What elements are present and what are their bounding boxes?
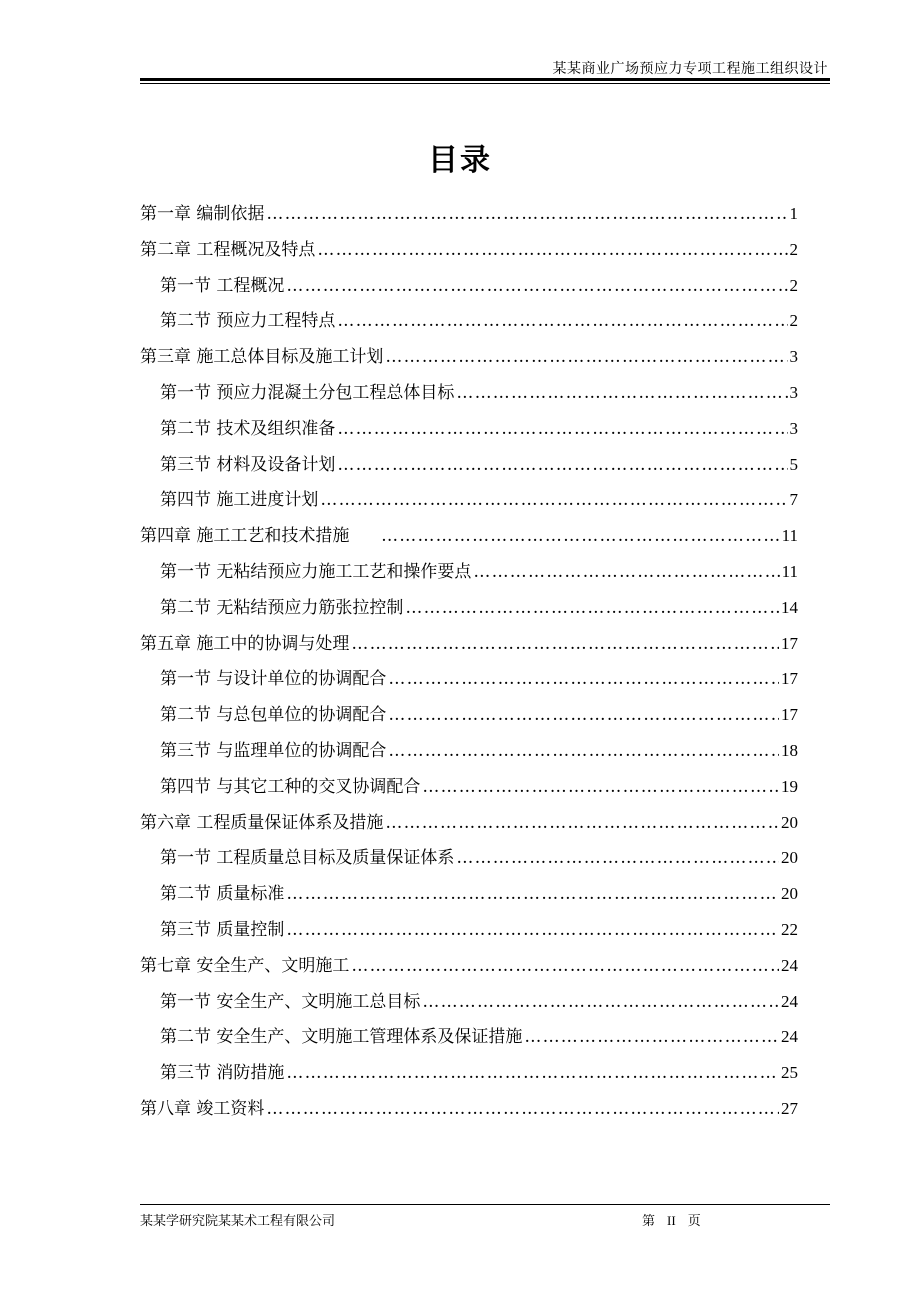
toc-entry-label: 第八章 竣工资料 bbox=[140, 1098, 265, 1119]
toc-entry-page: 20 bbox=[781, 848, 798, 868]
toc-section-entry[interactable] bbox=[140, 697, 798, 733]
toc-entry-page: 5 bbox=[789, 454, 798, 474]
toc-entry-page: 3 bbox=[789, 347, 798, 367]
table-of-contents bbox=[140, 196, 798, 1127]
toc-section-entry[interactable] bbox=[140, 447, 798, 483]
toc-entry-page: 17 bbox=[781, 669, 798, 689]
toc-entry-label: 第一节 安全生产、文明施工总目标 bbox=[160, 991, 421, 1012]
toc-entry-label: 第二节 无粘结预应力筋张拉控制 bbox=[160, 597, 404, 618]
toc-dot-leader bbox=[286, 1056, 779, 1092]
toc-entry-page: 11 bbox=[781, 526, 798, 546]
toc-chapter-entry[interactable] bbox=[140, 339, 798, 375]
toc-entry-page: 19 bbox=[781, 776, 798, 796]
toc-dot-leader bbox=[320, 483, 787, 519]
toc-section-entry[interactable] bbox=[140, 984, 798, 1020]
toc-chapter-entry[interactable] bbox=[140, 1091, 798, 1127]
toc-dot-leader bbox=[385, 340, 787, 376]
toc-dot-leader bbox=[351, 949, 779, 985]
toc-dot-leader bbox=[337, 412, 787, 448]
toc-dot-leader bbox=[405, 591, 779, 627]
toc-dot-leader bbox=[351, 627, 779, 663]
footer-page-prefix: 第 bbox=[642, 1213, 656, 1228]
toc-dot-leader bbox=[388, 698, 779, 734]
toc-entry-label: 第三节 材料及设备计划 bbox=[160, 454, 336, 475]
toc-entry-label: 第四章 施工工艺和技术措施 bbox=[140, 526, 350, 547]
toc-dot-leader bbox=[422, 770, 779, 806]
toc-entry-page: 18 bbox=[781, 740, 798, 760]
toc-chapter-entry[interactable] bbox=[140, 518, 798, 554]
footer-company: 某某学研究院某某术工程有限公司 bbox=[140, 1214, 336, 1229]
toc-section-entry[interactable] bbox=[140, 661, 798, 697]
toc-entry-page: 24 bbox=[781, 991, 798, 1011]
toc-entry-label: 第三节 质量控制 bbox=[160, 919, 285, 940]
toc-title: 目录 bbox=[428, 143, 492, 178]
toc-entry-page: 22 bbox=[781, 919, 798, 939]
toc-entry-label: 第二节 质量标准 bbox=[160, 884, 285, 905]
toc-entry-page: 7 bbox=[789, 490, 798, 510]
footer-page-number bbox=[636, 1210, 707, 1229]
toc-section-entry[interactable] bbox=[140, 554, 798, 590]
toc-entry-page: 24 bbox=[781, 955, 798, 975]
toc-chapter-entry[interactable] bbox=[140, 626, 798, 662]
toc-dot-leader bbox=[456, 376, 787, 412]
toc-section-entry[interactable] bbox=[140, 876, 798, 912]
toc-entry-label: 第三节 与监理单位的协调配合 bbox=[160, 740, 387, 761]
toc-section-entry[interactable] bbox=[140, 268, 798, 304]
toc-section-entry[interactable] bbox=[140, 912, 798, 948]
toc-entry-label: 第四节 施工进度计划 bbox=[160, 490, 319, 511]
toc-section-entry[interactable] bbox=[140, 1019, 798, 1055]
toc-section-entry[interactable] bbox=[140, 1055, 798, 1091]
toc-chapter-entry[interactable] bbox=[140, 232, 798, 268]
toc-entry-label: 第一节 工程质量总目标及质量保证体系 bbox=[160, 848, 455, 869]
toc-chapter-entry[interactable] bbox=[140, 196, 798, 232]
toc-section-entry[interactable] bbox=[140, 733, 798, 769]
toc-entry-page: 2 bbox=[789, 275, 798, 295]
toc-section-entry[interactable] bbox=[140, 840, 798, 876]
toc-section-entry[interactable] bbox=[140, 411, 798, 447]
header-rule-thin bbox=[140, 83, 830, 84]
toc-dot-leader bbox=[337, 304, 787, 340]
toc-dot-leader bbox=[456, 841, 779, 877]
toc-entry-label: 第七章 安全生产、文明施工 bbox=[140, 955, 350, 976]
toc-entry-page: 11 bbox=[781, 561, 798, 581]
toc-dot-leader bbox=[381, 519, 780, 555]
toc-entry-label: 第一节 与设计单位的协调配合 bbox=[160, 669, 387, 690]
toc-entry-label: 第五章 施工中的协调与处理 bbox=[140, 633, 350, 654]
toc-entry-label: 第二节 与总包单位的协调配合 bbox=[160, 705, 387, 726]
toc-entry-page: 20 bbox=[781, 812, 798, 832]
toc-dot-leader bbox=[266, 197, 787, 233]
toc-entry-page: 3 bbox=[789, 418, 798, 438]
footer-rule bbox=[140, 1204, 830, 1205]
toc-dot-leader bbox=[473, 555, 779, 591]
toc-dot-leader bbox=[317, 233, 787, 269]
toc-entry-label: 第一节 无粘结预应力施工工艺和操作要点 bbox=[160, 561, 472, 582]
toc-entry-label: 第六章 工程质量保证体系及措施 bbox=[140, 812, 384, 833]
toc-dot-leader bbox=[266, 1092, 779, 1128]
toc-entry-label: 第三章 施工总体目标及施工计划 bbox=[140, 347, 384, 368]
toc-dot-leader bbox=[422, 985, 779, 1021]
toc-entry-label: 第一章 编制依据 bbox=[140, 204, 265, 224]
toc-section-entry[interactable] bbox=[140, 375, 798, 411]
toc-entry-page: 2 bbox=[789, 311, 798, 331]
toc-entry-label: 第二节 安全生产、文明施工管理体系及保证措施 bbox=[160, 1027, 523, 1048]
footer-page-suffix: 页 bbox=[687, 1213, 701, 1228]
toc-chapter-entry[interactable] bbox=[140, 948, 798, 984]
toc-dot-leader bbox=[388, 734, 779, 770]
running-header-title: 某某商业广场预应力专项工程施工组织设计 bbox=[552, 61, 828, 77]
toc-chapter-entry[interactable] bbox=[140, 805, 798, 841]
toc-entry-page: 17 bbox=[781, 633, 798, 653]
toc-entry-label: 第三节 消防措施 bbox=[160, 1063, 285, 1084]
toc-entry-label: 第一节 预应力混凝土分包工程总体目标 bbox=[160, 382, 455, 403]
toc-entry-page: 24 bbox=[781, 1027, 798, 1047]
toc-section-entry[interactable] bbox=[140, 590, 798, 626]
toc-dot-leader bbox=[337, 448, 787, 484]
toc-entry-page: 2 bbox=[789, 239, 798, 259]
toc-entry-label: 第二节 预应力工程特点 bbox=[160, 311, 336, 332]
toc-entry-label: 第四节 与其它工种的交叉协调配合 bbox=[160, 776, 421, 797]
toc-entry-page: 20 bbox=[781, 884, 798, 904]
toc-section-entry[interactable] bbox=[140, 303, 798, 339]
toc-entry-page: 25 bbox=[781, 1063, 798, 1083]
toc-dot-leader bbox=[388, 662, 779, 698]
toc-entry-page: 3 bbox=[789, 382, 798, 402]
footer-page-value: II bbox=[667, 1213, 676, 1228]
toc-dot-leader bbox=[385, 806, 779, 842]
header-rule-thick bbox=[140, 78, 830, 81]
toc-section-entry[interactable] bbox=[140, 482, 798, 518]
toc-entry-page: 17 bbox=[781, 705, 798, 725]
toc-entry-label: 第二章 工程概况及特点 bbox=[140, 239, 316, 260]
toc-dot-leader bbox=[286, 269, 787, 305]
toc-entry-page: 27 bbox=[781, 1098, 798, 1118]
toc-entry-label: 第一节 工程概况 bbox=[160, 275, 285, 296]
toc-entry-page: 14 bbox=[781, 597, 798, 617]
toc-entry-label: 第二节 技术及组织准备 bbox=[160, 418, 336, 439]
toc-dot-leader bbox=[286, 877, 779, 913]
toc-section-entry[interactable] bbox=[140, 769, 798, 805]
toc-entry-page: 1 bbox=[789, 204, 798, 223]
toc-dot-leader bbox=[524, 1020, 779, 1056]
toc-dot-leader bbox=[286, 913, 779, 949]
